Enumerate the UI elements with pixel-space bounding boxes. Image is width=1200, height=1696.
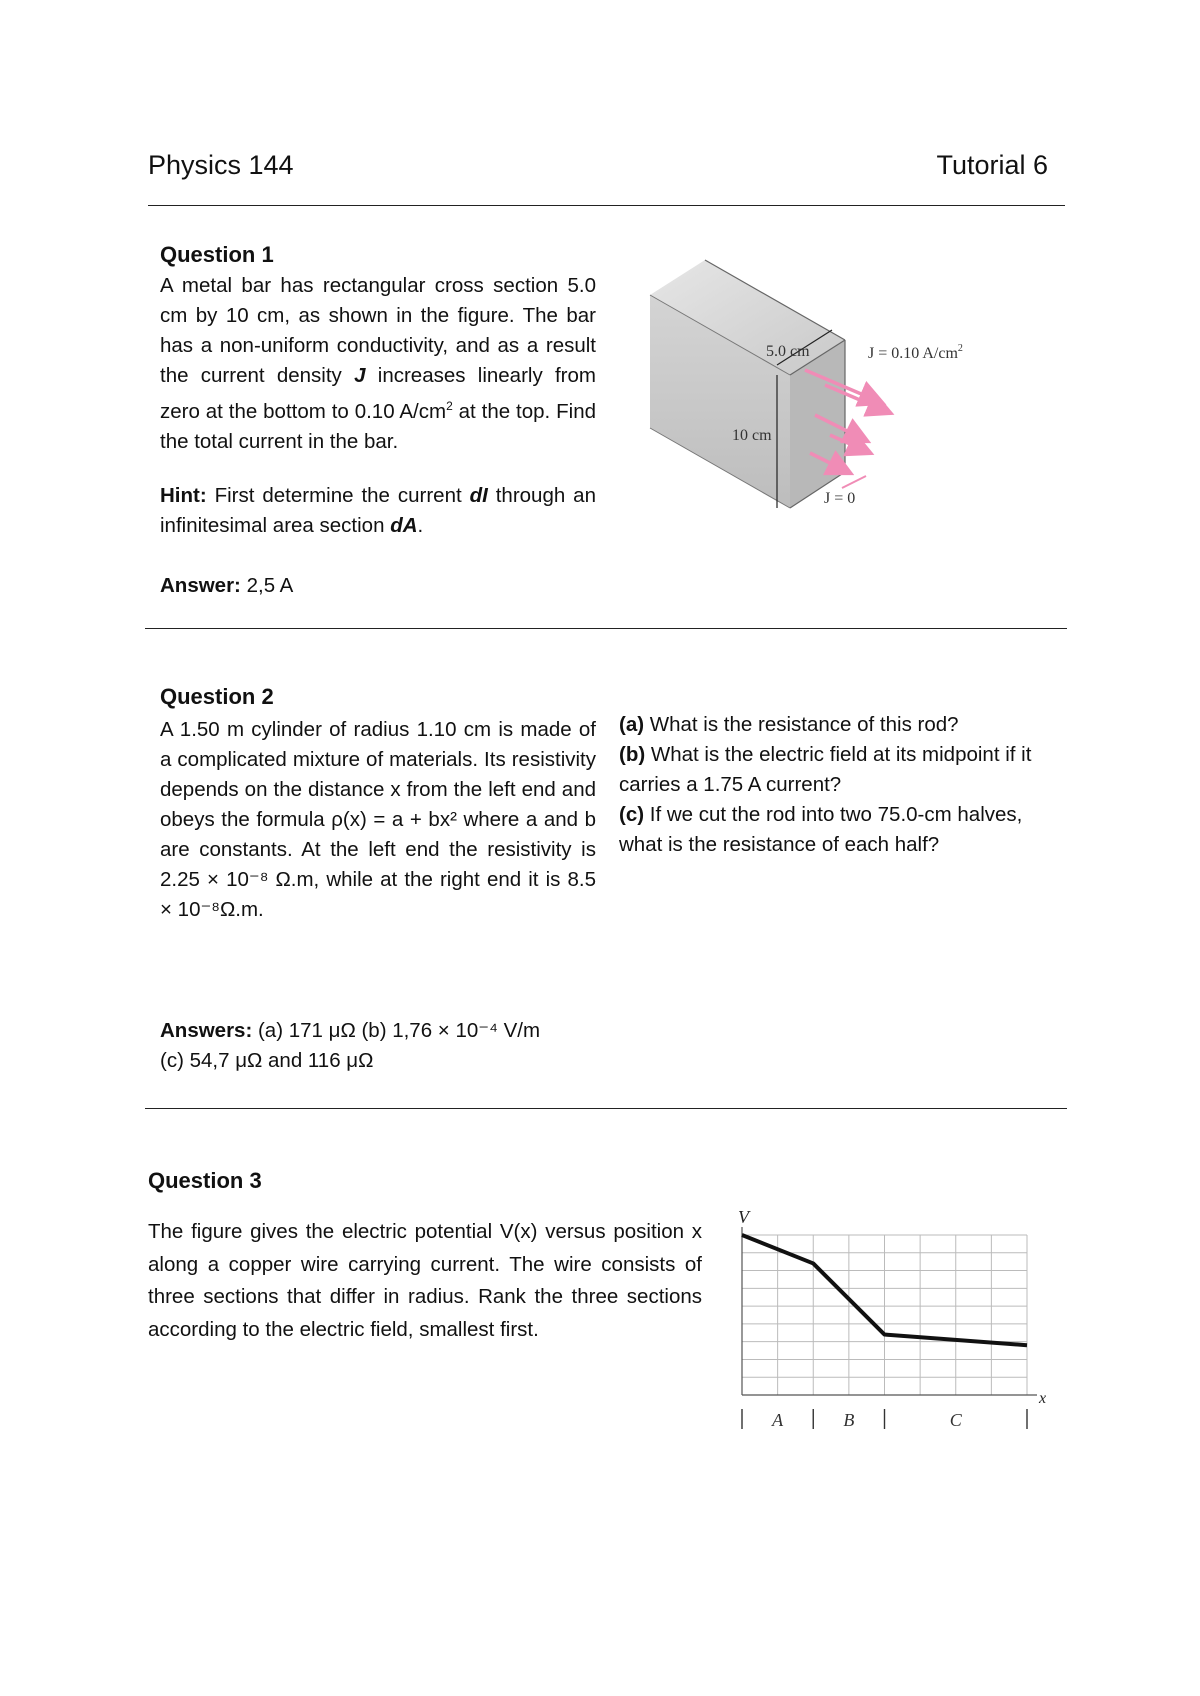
question-2-answers xyxy=(160,1016,540,1076)
course-title: Physics 144 xyxy=(148,150,294,180)
height-label: 10 cm xyxy=(732,427,772,444)
answer-value: 2,5 A xyxy=(246,574,294,597)
width-label: 5.0 cm xyxy=(766,343,810,360)
q1-text-part1: A metal bar has rectangular cross section 5.0 cm by 10 cm, as shown in the figure. The bar has a non-uniform conductivity, and as a result the current density xyxy=(160,274,596,387)
q1-J-symbol: J xyxy=(354,364,366,387)
question-1-title: Question 1 xyxy=(160,242,274,267)
part-c: (c) If we cut the rod into two 75.0-cm halves, what is the resistance of each half? xyxy=(619,803,1023,856)
hint-end: . xyxy=(417,514,424,537)
chart-grid xyxy=(742,1235,1027,1395)
answers-line-1: (a) 171 μΩ (b) 1,76 × 10⁻⁴ V/m xyxy=(257,1019,541,1042)
potential-chart xyxy=(720,1205,1050,1435)
answer-label: Answer: xyxy=(160,574,241,597)
hint-part1: First determine the current xyxy=(214,484,462,507)
question-2-parts xyxy=(619,710,1059,860)
header-divider xyxy=(148,205,1065,206)
q1-text-part2: increases linearly from zero at the bottom to 0.10 A/cm xyxy=(160,364,596,423)
divider-2 xyxy=(145,1108,1067,1109)
bar-figure xyxy=(640,250,1020,520)
section-label-b: B xyxy=(843,1410,855,1430)
question-1-hint xyxy=(160,481,596,541)
part-b: (b) What is the electric field at its midpoint if it carries a 1.75 A current? xyxy=(619,743,1032,796)
part-a: (a) What is the resistance of this rod? xyxy=(619,713,959,736)
section-label-a: A xyxy=(772,1410,784,1430)
question-1-text xyxy=(160,271,596,457)
hint-label: Hint: xyxy=(160,484,207,507)
bottom-current-label: J = 0 xyxy=(824,490,856,507)
hint-part2: through an infinitesimal area section xyxy=(160,484,596,537)
section-label-c: C xyxy=(949,1410,962,1430)
y-axis-label: V xyxy=(738,1207,749,1227)
question-2-title: Question 2 xyxy=(160,684,274,709)
q1-text-part3: at the top. Find the total current in the bar. xyxy=(160,399,596,453)
question-3-title: Question 3 xyxy=(148,1168,262,1193)
zero-current-mark xyxy=(842,476,866,488)
question-1-answer xyxy=(160,571,293,601)
tutorial-number: Tutorial 6 xyxy=(936,150,1048,180)
answers-line-2: (c) 54,7 μΩ and 116 μΩ xyxy=(160,1049,374,1072)
top-current-label: J = 0.10 $A/cm^2$ xyxy=(868,343,963,362)
divider-1 xyxy=(145,628,1067,629)
question-3-text: The figure gives the electric potential V(x) versus position x along a copper wire carrying current. The wire consists of three sections that differ in radius. Rank the three sections according to the electric field, smallest first. xyxy=(148,1220,702,1341)
question-2-text: A 1.50 m cylinder of radius 1.10 cm is made of a complicated mixture of materials. Its resistivity depends on the distance x from the left end and obeys the formula ρ(x) = a + bx² where a and b are constants. At the left end the resistivity is 2.25 × 10⁻⁸ Ω.m, while at the right end it is 8.5 × 10⁻⁸Ω.m. xyxy=(160,718,596,921)
q1-unit-exponent: 2 xyxy=(446,399,453,413)
answers-label: Answers: xyxy=(160,1019,253,1042)
hint-dI: dI xyxy=(469,484,488,507)
x-axis-label: x xyxy=(1039,1390,1047,1407)
hint-dA: dA xyxy=(390,514,418,537)
